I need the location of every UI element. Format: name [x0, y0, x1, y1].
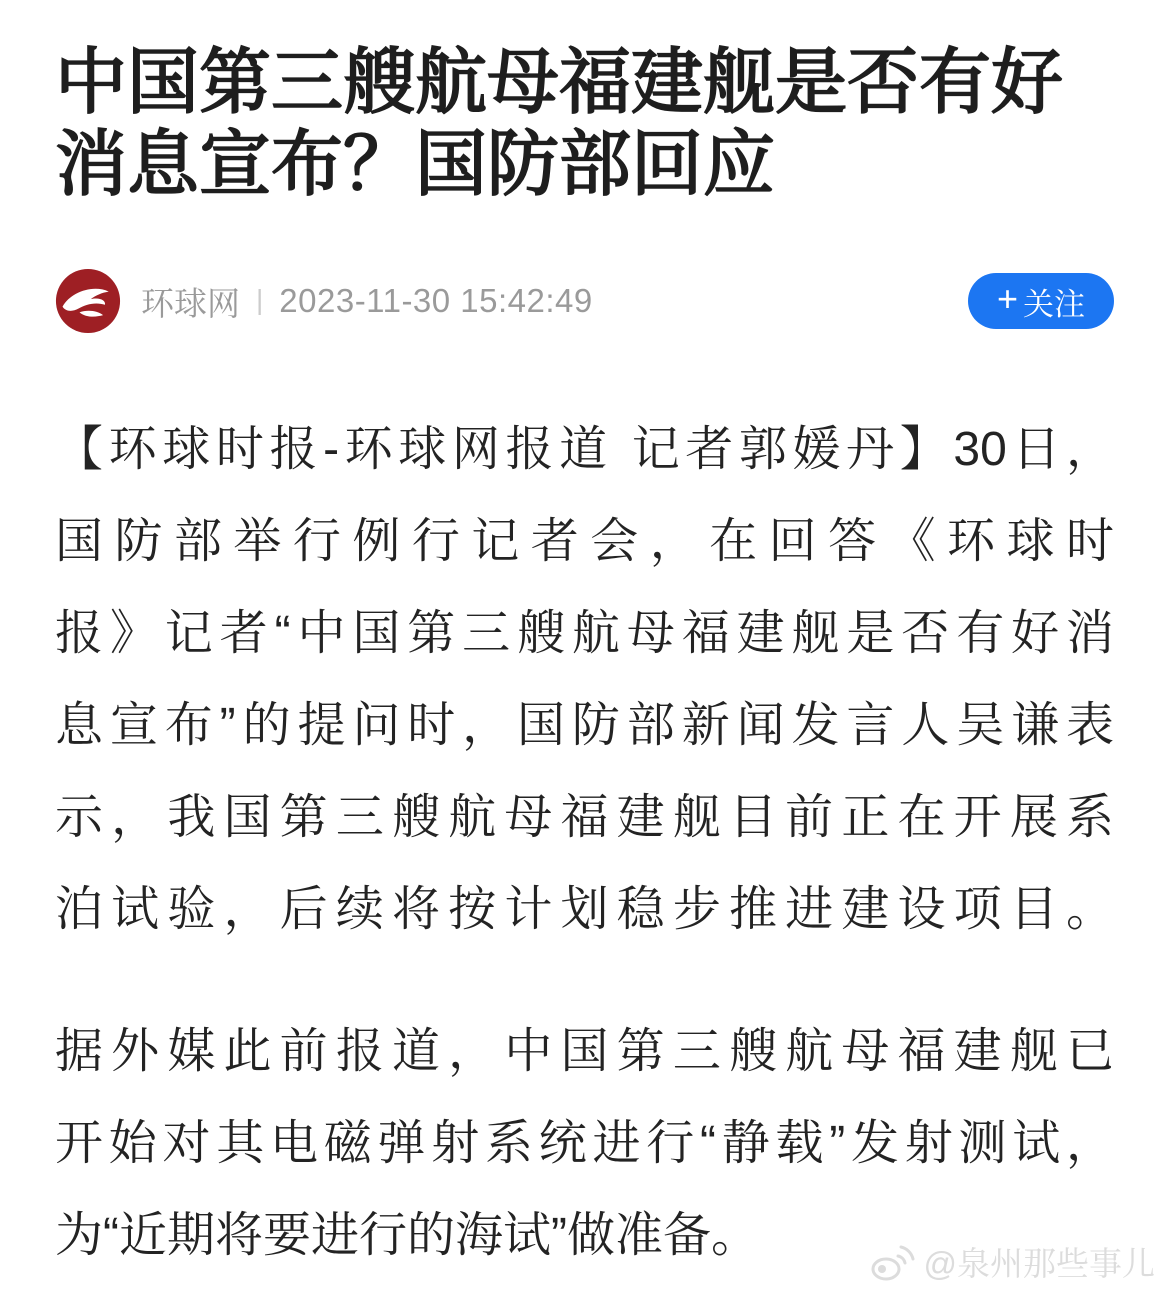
huanqiu-eagle-logo-icon	[55, 268, 121, 334]
follow-button[interactable]	[968, 273, 1114, 329]
paragraph	[55, 1006, 1114, 1282]
publisher-name[interactable]: 环球网	[141, 284, 240, 322]
text-line: 据外媒此前报道，中国第三艘航母福建舰已	[55, 1025, 1114, 1078]
text-line: 【环球时报-环球网报道 记者郭媛丹】30日，	[55, 423, 1114, 476]
author-row	[55, 268, 1114, 334]
paragraph	[55, 404, 1114, 956]
text-line: 息宣布”的提问时，国防部新闻发言人吴谦表	[55, 699, 1114, 752]
follow-button-label: 关注	[1023, 286, 1086, 322]
text-line: 开始对其电磁弹射系统进行“静载”发射测试，	[55, 1117, 1114, 1170]
article-body	[55, 404, 1114, 1282]
watermark-handle: @泉州那些事儿	[923, 1245, 1155, 1282]
text-line: 国防部举行例行记者会，在回答《环球时	[55, 515, 1114, 568]
text-line: 报》记者“中国第三艘航母福建舰是否有好消	[55, 607, 1114, 660]
publisher-avatar[interactable]	[55, 268, 121, 334]
plus-icon: +	[996, 278, 1019, 319]
text-line: 示，我国第三艘航母福建舰目前正在开展系	[55, 791, 1114, 844]
text-line: 为“近期将要进行的海试”做准备。	[55, 1209, 759, 1262]
article-title: 中国第三艘航母福建舰是否有好消息宣布？国防部回应	[55, 43, 1064, 205]
meta-separator: |	[256, 284, 264, 315]
text-line: 泊试验，后续将按计划稳步推进建设项目。	[55, 883, 1114, 936]
publish-timestamp: 2023-11-30 15:42:49	[279, 282, 593, 319]
